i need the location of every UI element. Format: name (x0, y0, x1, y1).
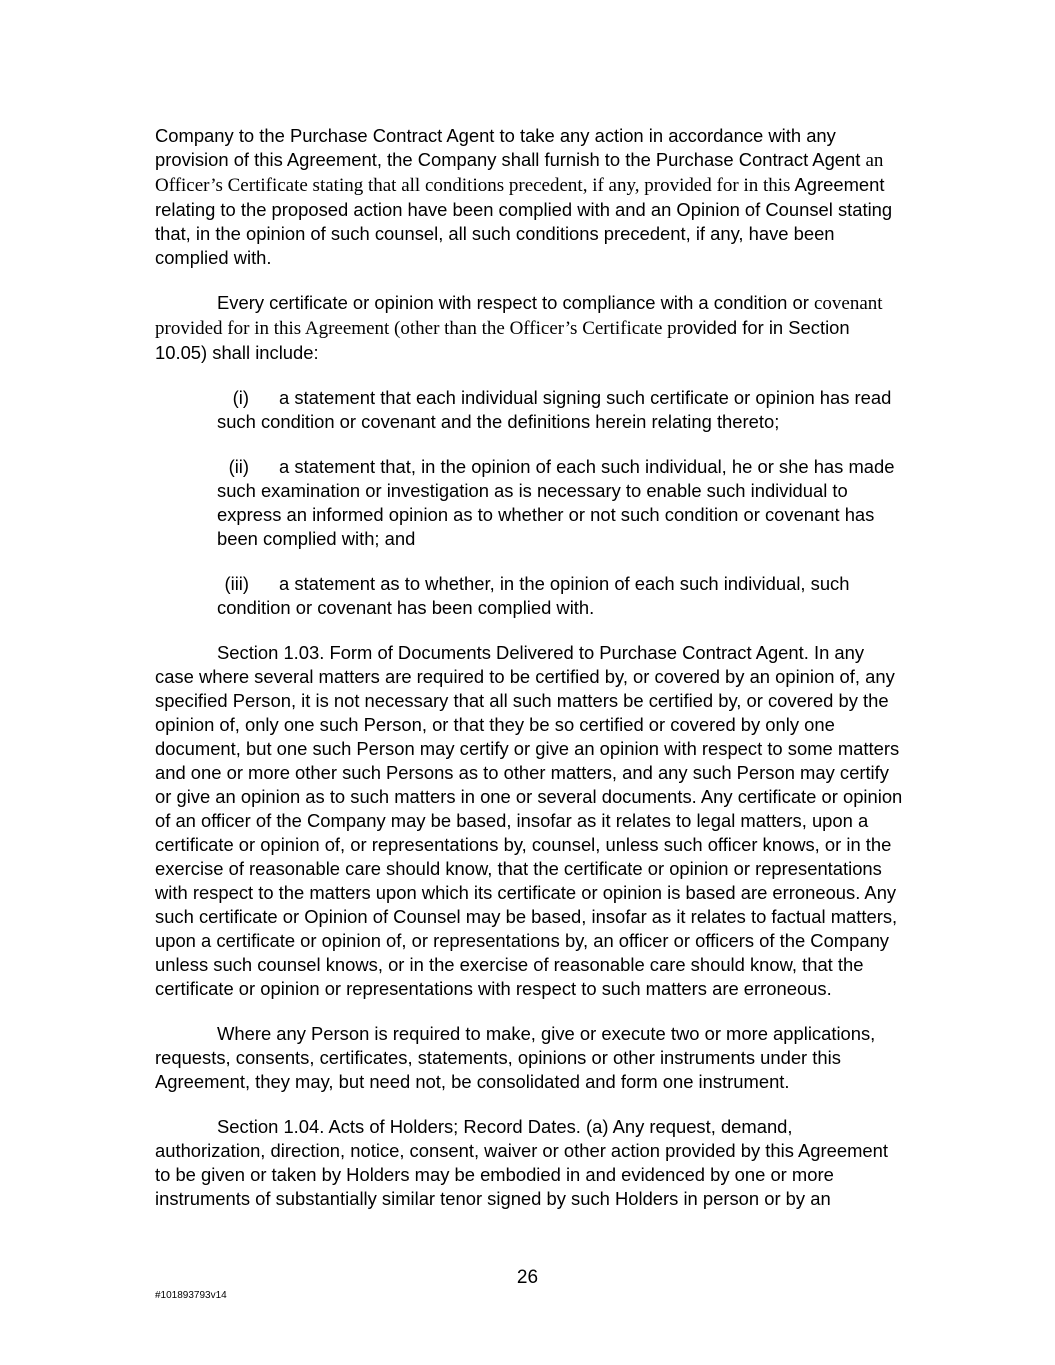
paragraph-text: ovided for in Section 10.05) shall include: (155, 317, 850, 363)
paragraph-every-certificate (155, 291, 903, 365)
section-text: In any case where several matters are required to be certified by, or covered by an opinion of, any specified Person, it is not necessary that all such matters be certified by, or covered by the opinion of, only one such Person, or that they be so certified or covered by only one document, but one such Person may certify or give an opinion with respect to some matters and one or more other such Persons as to other matters, and any such Person may certify or give an opinion as to such matters in one or several documents. Any certificate or opinion of an officer of the Company may be based, insofar as it relates to legal matters, upon a certificate or opinion of, or representations by, counsel, unless such officer knows, or in the exercise of reasonable care should know, that the certificate or opinion or representations with respect to the matters upon which its certificate or opinion is based are erroneous. Any such certificate or Opinion of Counsel may be based, insofar as it relates to factual matters, upon a certificate or opinion of, or representations by, an officer or officers of the Company unless such counsel knows, or in the exercise of reasonable care should know, that the certificate or opinion or representations with respect to such matters are erroneous. (155, 642, 903, 999)
paragraph-text: Where any Person is required to make, give or execute two or more applications, requests, consents, certificates, statements, opinions or other instruments under this Agreement, they may, but need not, be consolidated and form one instrument. (155, 1023, 876, 1092)
document-id: #101893793v14 (155, 1290, 227, 1301)
list-item-text: a statement that, in the opinion of each such individual, he or she has made such examination or investigation as is necessary to enable such individual to express an informed opinion as to whether or not such condition or covenant has been complied with; and (217, 456, 895, 549)
paragraph-text-serif: an Officer’s Certificate stating that all conditions precedent, if any, provided for in this (155, 150, 884, 196)
section-text: (a) Any request, demand, authorization, direction, notice, consent, waiver or other action provided by this Agreement to be given or taken by Holders may be embodied in and evidenced by one or more instruments of substantially similar tenor signed by such Holders in person or by an (155, 1116, 888, 1209)
document-body (155, 124, 903, 1232)
paragraph-text: Every certificate or opinion with respect to compliance with a condition or (217, 292, 814, 313)
section-heading: Section 1.03. Form of Documents Delivered to Purchase Contract Agent. (217, 642, 809, 663)
list-enumerator: (ii) (228, 456, 249, 477)
list-item-text: a statement as to whether, in the opinion of each such individual, such condition or covenant has been complied with. (217, 573, 850, 618)
list-item-text: a statement that each individual signing such certificate or opinion has read such condition or covenant and the definitions herein relating thereto; (217, 387, 892, 432)
list-item-iii (217, 572, 903, 620)
section-1-04 (155, 1115, 903, 1211)
paragraph-where-any-person (155, 1022, 903, 1094)
list-enumerator: (iii) (224, 573, 249, 594)
section-1-03 (155, 641, 903, 1001)
section-heading: Section 1.04. Acts of Holders; Record Dates. (217, 1116, 581, 1137)
list-item-i (217, 386, 903, 434)
page-number: 26 (516, 1267, 539, 1288)
paragraph-continuation (155, 124, 903, 270)
list-enumerator: (i) (232, 387, 249, 408)
paragraph-text: Company to the Purchase Contract Agent to take any action in accordance with any provision of this Agreement, the Company shall furnish to the Purchase Contract Agent (155, 125, 866, 170)
list-item-ii (217, 455, 903, 551)
paragraph-text: Agreement relating to the proposed action have been complied with and an Opinion of Counsel stating that, in the opinion of such counsel, all such conditions precedent, if any, have been complied with. (155, 174, 893, 268)
paragraph-text-serif: covenant provided for in this Agreement (other than the Officer’s Certificate pr (155, 293, 883, 339)
